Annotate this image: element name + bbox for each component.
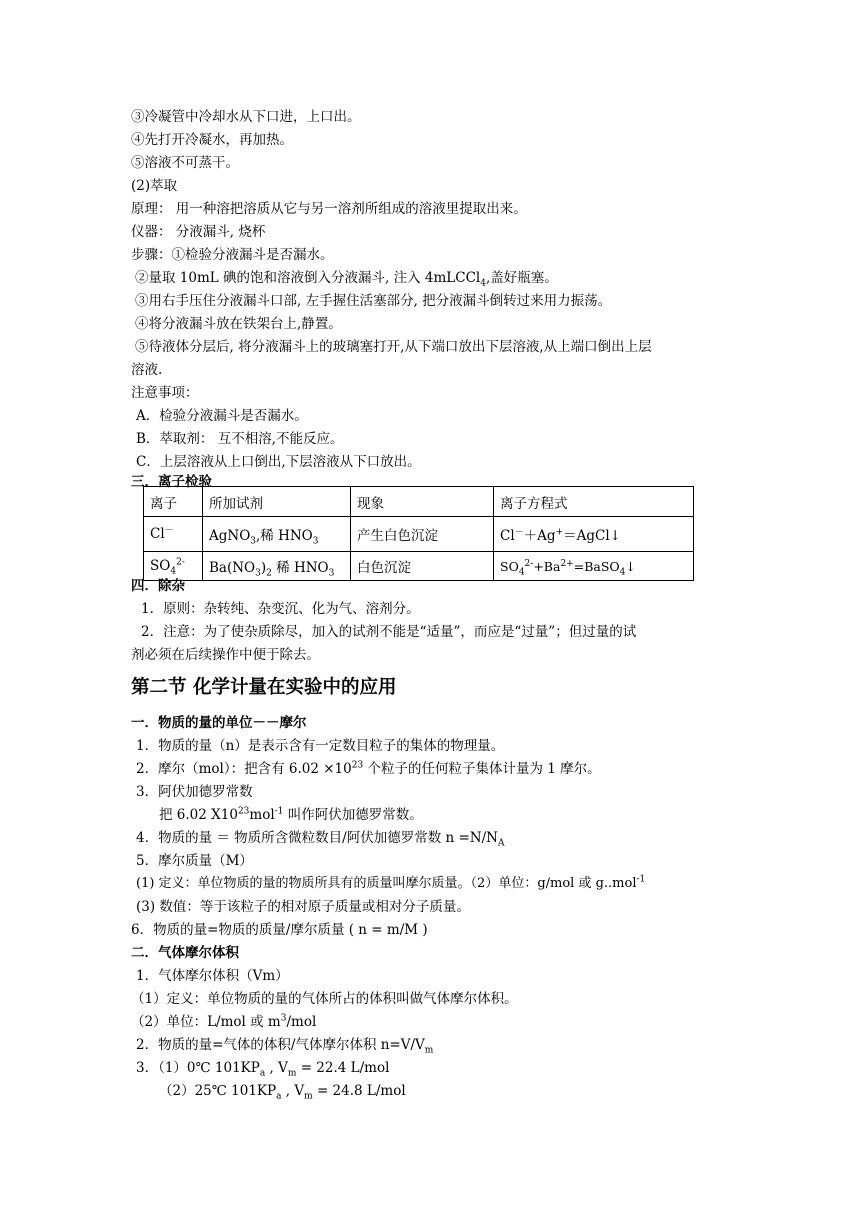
text-line: （1）定义：单位物质的量的气体所占的体积叫做气体摩尔体积。 [131,991,518,1007]
subscript: A [497,838,505,849]
superscript: + [555,527,564,538]
text-line: 步骤：①检验分液漏斗是否漏水。 [131,247,334,263]
text-span: = 24.8 L/mol [312,1083,406,1099]
text-line [136,829,504,847]
text-span: ,稀 HNO [256,528,313,544]
table-row [144,517,694,552]
text-span: ②量取 10mL 碘的饱和溶液倒入分液漏斗, 注入 4mLCCl [135,270,481,286]
text-span: (1) 定义：单位物质的量的物质所具有的质量叫摩尔质量。（2）单位：g/mol 或 g..mol [136,876,637,891]
text-line: 原理： 用一种溶把溶质从它与另一溶剂所组成的溶液里提取出来。 [131,201,527,217]
text-span: 个粒子的任何粒子集体计量为 1 摩尔。 [363,761,601,777]
superscript: 2+ [560,558,574,569]
table-cell [144,517,203,552]
superscript: － [164,525,174,536]
text-line: 3．阿伏加德罗常数 [136,784,253,800]
text-span: , V [265,1060,288,1076]
text-span: 稀 HNO [271,560,329,576]
text-span: mol [249,807,275,823]
table-header-cell: 现象 [351,487,494,517]
text-span: 把 6.02 X10 [159,807,238,823]
section-heading: 一．物质的量的单位－－摩尔 [131,715,307,731]
text-span: SO [150,558,171,574]
subscript: 3 [312,536,319,547]
text-span: , V [281,1083,305,1099]
text-line: C．上层溶液从上口倒出,下层溶液从下口放出。 [136,454,421,470]
text-line: 剂必须在后续操作中便于除去。 [131,647,320,663]
text-line [159,1082,406,1100]
text-span: +Ba [533,558,561,574]
text-line [131,1013,316,1031]
text-span: AgNO [209,528,251,544]
subscript: 4 [170,566,177,577]
subscript: 4 [480,278,486,289]
subscript: m [304,1091,313,1102]
table-cell: 产生白色沉淀 [351,517,494,552]
text-span: （2）25℃ 101KP [159,1083,277,1099]
superscript: － [514,527,524,538]
table-cell [203,517,351,552]
text-span: 2．物质的量=气体的体积/气体摩尔体积 n=V/V [136,1037,425,1053]
text-line [136,1059,389,1077]
section-heading: 四．除杂 [131,578,185,594]
table-cell: 白色沉淀 [351,552,494,581]
text-line: 1．原则：杂转纯、杂变沉、化为气、溶剂分。 [141,601,420,617]
text-span: ＝AgCl↓ [563,528,621,544]
subscript: a [276,1091,282,1102]
subscript: m [287,1068,297,1079]
superscript: -1 [636,874,646,885]
table-header-row [144,487,694,517]
superscript: 3 [280,1013,287,1024]
text-line: ③用右手压住分液漏斗口部, 左手握住活塞部分, 把分液漏斗倒转过来用力振荡。 [135,293,612,309]
table-cell [203,552,351,581]
chapter-heading: 第二节 化学计量在实验中的应用 [131,677,397,698]
subscript: 3 [255,568,261,579]
text-span: =BaSO [573,558,620,574]
text-line: A．检验分液漏斗是否漏水。 [136,408,308,424]
table-header-cell: 离子方程式 [494,487,694,517]
subscript: 3 [328,568,335,579]
text-span: ,盖好瓶塞。 [485,270,558,286]
text-line: 仪器： 分液漏斗, 烧杯 [131,224,266,240]
text-line: 溶液. [131,362,163,378]
text-line [135,269,558,287]
subscript: a [259,1068,266,1079]
text-line: ⑤待液体分层后, 将分液漏斗上的玻璃塞打开,从下端口放出下层溶液,从上端口倒出上层 [135,339,652,355]
superscript: 23 [237,806,250,817]
text-span: ↓ [625,558,636,574]
text-span: ＋Ag [523,528,556,544]
section-heading: 三．离子检验 [131,474,212,490]
text-line: 1．物质的量（n）是表示含有一定数目粒子的集体的物理量。 [136,738,505,754]
text-line: B．萃取剂： 互不相溶,不能反应。 [136,431,344,447]
superscript: 2- [524,558,534,569]
text-line: ③冷凝管中冷却水从下口进，上口出。 [131,109,361,125]
text-line [136,1036,433,1054]
text-span: = 22.4 L/mol [296,1060,390,1076]
text-line: 2．注意：为了使杂质除尽，加入的试剂不能是“适量”，而应是“过量”；但过量的试 [141,624,637,640]
text-line: 6．物质的量=物质的质量/摩尔质量 ( n = m/M ) [131,922,428,938]
text-line [136,875,645,893]
table-cell [494,552,694,581]
superscript: 2- [176,557,185,568]
text-span: Cl [150,526,165,542]
text-line: 1．气体摩尔体积（Vm） [136,968,289,984]
subscript: 4 [518,567,525,577]
text-line: ④将分液漏斗放在铁架台上,静置。 [135,316,342,332]
text-span: ) [260,560,267,576]
table-header-cell: 离子 [144,487,203,517]
text-span: /mol [286,1014,317,1030]
text-line: (2)萃取 [131,178,178,194]
table-header-cell: 所加试剂 [203,487,351,517]
text-span: 4．物质的量 ＝ 物质所含微粒数目/阿伏加德罗常数 n =N/N [136,830,498,846]
text-span: 叫作阿伏加德罗常数。 [283,807,423,823]
text-span: Ba(NO [209,560,256,576]
text-span: SO [500,558,519,574]
superscript: 23 [351,760,364,771]
subscript: m [424,1045,434,1056]
subscript: 3 [250,536,257,547]
text-span: 3．（1）0℃ 101KP [136,1060,260,1076]
text-span: Cl [500,528,515,544]
section-heading: 二．气体摩尔体积 [131,945,239,961]
text-line [136,760,601,778]
subscript: 2 [266,568,272,579]
text-line: (3) 数值：等于该粒子的相对原子质量或相对分子质量。 [136,899,470,915]
text-line: ④先打开冷凝水，再加热。 [131,132,293,148]
table-cell [494,517,694,552]
text-line [159,806,423,824]
superscript: -1 [274,806,284,817]
text-line: ⑤溶液不可蒸干。 [131,155,239,171]
text-span: 2．摩尔（mol）：把含有 6.02 ×10 [136,761,352,777]
text-span: （2）单位：L/mol 或 m [131,1014,281,1030]
ion-test-table [143,486,694,581]
table-row [144,552,694,581]
text-line: 5．摩尔质量（M） [136,853,253,869]
subscript: 4 [619,567,626,577]
text-line: 注意事项： [131,385,199,401]
